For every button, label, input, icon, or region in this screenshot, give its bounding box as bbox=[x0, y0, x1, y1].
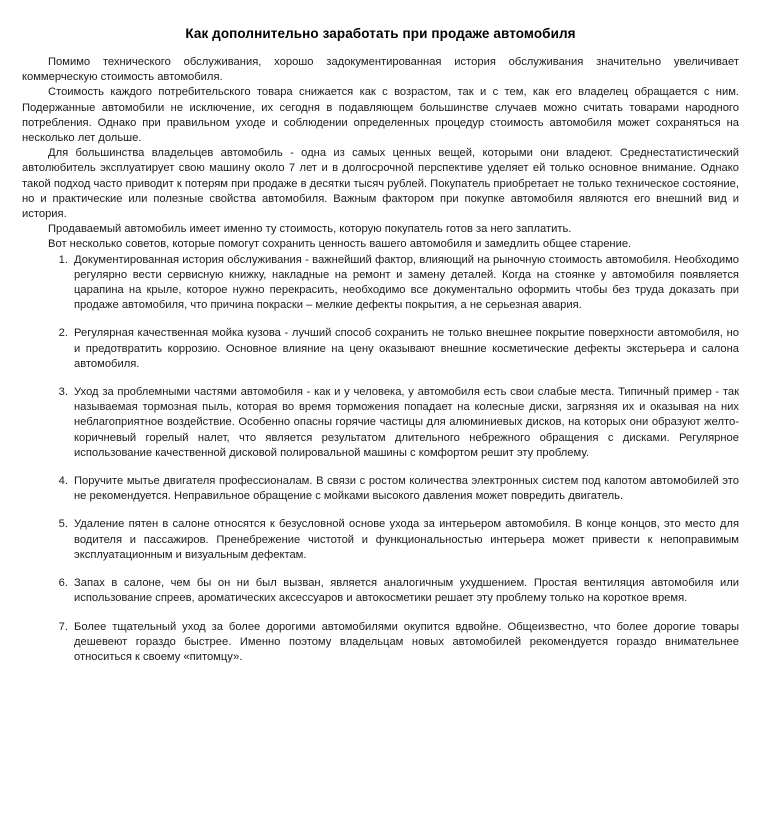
list-item: Удаление пятен в салоне относятся к безусловной основе ухода за интерьером автомобиля. В конце концов, это место для водителя и пассажиров. Пренебрежение чистотой и функциональностью интерьера может привести к непоправимым эксплуатационным и визуальным дефектам. bbox=[74, 518, 739, 561]
intro-paragraph-1: Помимо технического обслуживания, хорошо задокументированная история обслуживания значительно увеличивает коммерческую стоимость автомобиля. bbox=[22, 56, 739, 84]
list-item: Уход за проблемными частями автомобиля - как и у человека, у автомобиля есть свои слабые места. Типичный пример - так называемая тормозная пыль, которая во время торможения попадает на колесные диски, загрязняя их и оказывая на них неблагоприятное воздействие. Особенно опасны горячие частицы для алюминиевых дисков, на которых они образуют желто-коричневый горелый налет, что является результатом длительного небрежного обращения с дисками. Регулярное использование качественной дисковой полировальной машины с комфортом решит эту проблему. bbox=[74, 386, 739, 459]
intro-paragraph-3: Для большинства владельцев автомобиль - одна из самых ценных вещей, которыми они владеют. Среднестатистический автолюбитель эксплуатирует свою машину около 7 лет и в долгосрочной перспективе уделяет ей только основное внимание. Однако такой подход часто приводит к потерям при продаже в десятки тысяч рублей. Покупатель приобретает не только техническое состояние, но и практические или полезные свойства автомобиля. Важным фактором при покупке автомобиля являются его внешний вид и история. bbox=[22, 147, 739, 221]
list-item: Более тщательный уход за более дорогими автомобилями окупится вдвойне. Общеизвестно, что более дорогие товары дешевеют гораздо быстрее. Именно поэтому владельцам новых автомобилей рекомендуется гораздо внимательнее относиться к своему «питомцу». bbox=[74, 620, 739, 663]
intro-paragraph-4: Продаваемый автомобиль имеет именно ту стоимость, которую покупатель готов за него заплатить. bbox=[48, 223, 572, 236]
intro-paragraph-5: Вот несколько советов, которые помогут сохранить ценность вашего автомобиля и замедлить общее старение. bbox=[48, 238, 632, 251]
advice-list bbox=[22, 253, 739, 665]
list-item: Регулярная качественная мойка кузова - лучший способ сохранить не только внешнее покрытие поверхности автомобиля, но и предотвратить коррозию. Основное влияние на цену оказывают внешние косметические дефекты экстерьера и салона автомобиля. bbox=[74, 327, 739, 370]
intro-paragraph-2: Стоимость каждого потребительского товара снижается как с возрастом, так и с тем, как его владелец обращается с ним. Подержанные автомобили не исключение, их сегодня в подавляющем большинстве случаев можно считать товарами народного потребления. Однако при правильном уходе и соблюдении определенных процедур стоимость автомобиля может сохраняться на несколько лет дольше. bbox=[22, 86, 739, 145]
list-item: Запах в салоне, чем бы он ни был вызван, является аналогичным ухудшением. Простая вентиляция автомобиля или использование спреев, ароматических аксессуаров и автокосметики решает эту проблему только на короткое время. bbox=[74, 577, 739, 605]
list-item: Документированная история обслуживания - важнейший фактор, влияющий на рыночную стоимость автомобиля. Необходимо регулярно вести сервисную книжку, накладные на ремонт и замену деталей. Когда на стоянке у автомобиля появляется царапина на крыле, которое нужно перекрасить, необходимо все документально оформить чтобы без труда доказать при продаже автомобиля, что причина покраски – мелкие дефекты покрытия, а не серьезная авария. bbox=[74, 253, 739, 312]
page-title: Как дополнительно заработать при продаже автомобиля bbox=[185, 26, 576, 41]
list-item: Поручите мытье двигателя профессионалам. В связи с ростом количества электронных систем под капотом автомобилей это не рекомендуется. Неправильное обращение с мойками высокого давления может повредить двигатель. bbox=[74, 475, 739, 503]
